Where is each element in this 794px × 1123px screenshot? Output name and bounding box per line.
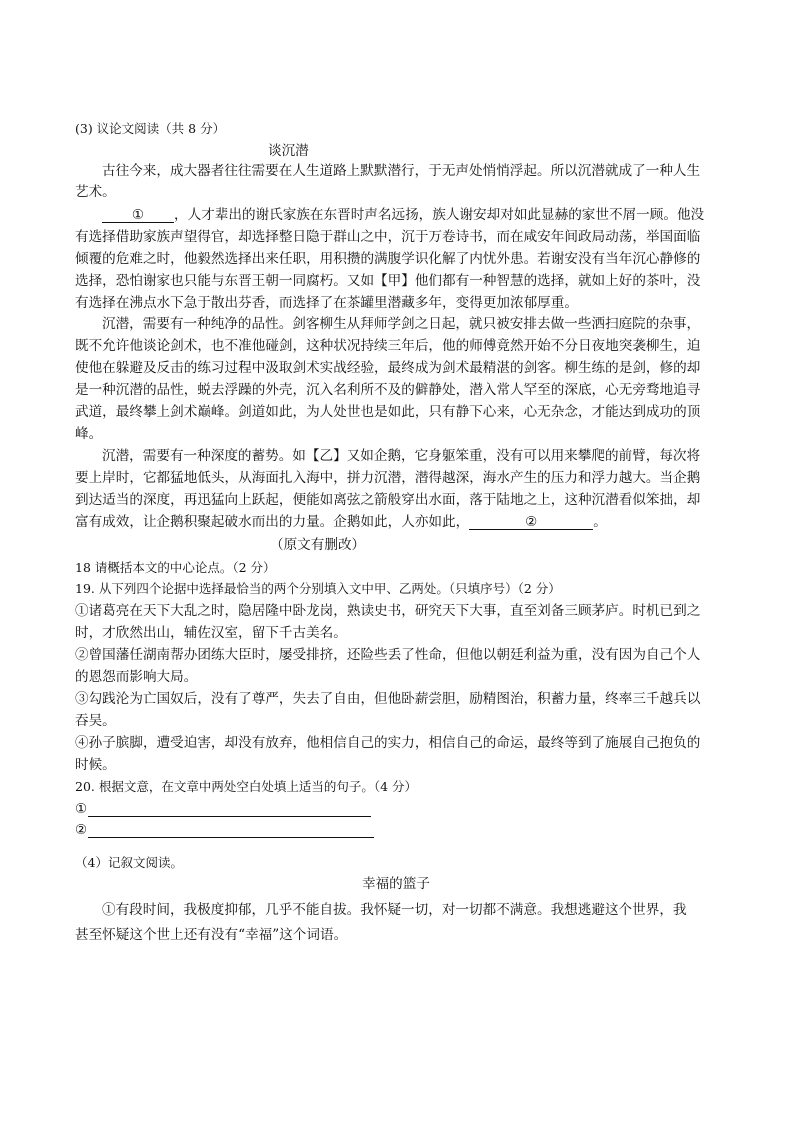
paragraph-1-line: 古往今来，成大器者往往需要在人生道路上默默潜行，于无声处悄悄浮起。所以沉潜就成了一种人生 (102, 163, 701, 179)
paragraph-4-line (75, 514, 607, 530)
option-2-line: ②曾国藩任湖南帮办团练大臣时，屡受排挤，还险些丢了性命，但他以朝廷利益为重，没有因为自己个人 (75, 647, 701, 663)
answer-marker-2: ② (75, 822, 88, 838)
question-18: 18 请概括本文的中心论点。（2 分） (75, 560, 276, 575)
option-3-line: ③勾践沦为亡国奴后，没有了尊严，失去了自由，但他卧薪尝胆，励精图治，积蓄力量，终率三千越兵以 (75, 691, 701, 707)
paragraph-3-line: 是一种沉潜的品性，蜕去浮躁的外壳，沉入名利所不及的僻静处，潜入常人罕至的深底，心无旁骛地追寻 (75, 382, 701, 398)
paragraph-4-line: 要上岸时，它都猛地低头，从海面扎入海中，拼力沉潜，潜得越深，海水产生的压力和浮力越大。当企鹅 (75, 470, 701, 486)
answer-line-2[interactable] (88, 837, 374, 838)
blank-1: ① (102, 208, 174, 223)
paragraph-2-line (102, 207, 704, 223)
paragraph-4-end: 。 (593, 514, 607, 530)
section3-title: 谈沉潜 (268, 143, 309, 159)
paragraph-3-line: 沉潜，需要有一种纯净的品性。剑客柳生从拜师学剑之日起，就只被安排去做一些洒扫庭院的杂事， (102, 316, 701, 332)
paragraph-2-line: 有选择借助家族声望得官，却选择整日隐于群山之中，沉于万卷诗书，而在咸安年间政局动荡，举国面临 (75, 229, 701, 245)
paragraph-3-line: 使他在躲避及反击的练习过程中汲取剑术实战经验，最终成为剑术最精湛的剑客。柳生练的是剑，修的却 (75, 360, 701, 376)
paragraph-2-text: ，人才辈出的谢氏家族在东晋时声名远扬，族人谢安却对如此显赫的家世不屑一顾。他没 (174, 207, 705, 223)
paragraph-2-line: 选择，恐怕谢家也只能与东晋王朝一同腐朽。又如【甲】他们都有一种智慧的选择，就如上好的茶叶，没 (75, 273, 701, 289)
section4-paragraph-line: 甚至怀疑这个世上还有没有“幸福”这个词语。 (75, 927, 348, 943)
option-4-line: 时候。 (75, 757, 116, 773)
source-note: （原文有删改） (270, 537, 366, 553)
question-19: 19. 从下列四个论据中选择最恰当的两个分别填入文中甲、乙两处。（只填序号）（2 分） (75, 581, 561, 596)
paragraph-3-line: 武道，最终攀上剑术巅峰。剑道如此，为人处世也是如此，只有静下心来，心无杂念，才能达到成功的顶 (75, 404, 701, 420)
paragraph-3-line: 既不允许他谈论剑术，也不准他碰剑，这种状况持续三年后，他的师傅竟然开始不分日夜地突袭柳生，迫 (75, 338, 701, 354)
blank-2: ② (469, 515, 593, 530)
paragraph-2-line: 有选择在沸点水下急于散出芬香，而选择了在茶罐里潜藏多年，变得更加浓郁厚重。 (75, 295, 578, 311)
paragraph-4-line: 到达适当的深度，再迅猛向上跃起，便能如离弦之箭般穿出水面，落于陆地之上，这种沉潜看似笨拙，却 (75, 492, 701, 508)
paragraph-1-line: 艺术。 (75, 184, 116, 200)
option-4-line: ④孙子膑脚，遭受迫害，却没有放弃，他相信自己的实力，相信自己的命运，最终等到了施展自己抱负的 (75, 735, 701, 751)
option-3-line: 吞吴。 (75, 713, 116, 729)
answer-marker-1: ① (75, 801, 88, 817)
section4-title: 幸福的篮子 (362, 876, 430, 892)
paragraph-3-line: 峰。 (75, 426, 103, 442)
section3-header: (3) 议论文阅读（共 8 分） (75, 121, 226, 136)
option-1-line: ①诸葛亮在天下大乱之时，隐居隆中卧龙岗，熟读史书，研究天下大事，直至刘备三顾茅庐。时机已到之 (75, 603, 701, 619)
paragraph-4-line: 沉潜，需要有一种深度的蓄势。如【乙】又如企鹅，它身躯笨重，没有可以用来攀爬的前臂，每次将 (102, 448, 701, 464)
option-2-line: 的恩怨而影响大局。 (75, 669, 198, 685)
paragraph-4-text: 富有成效，让企鹅积聚起破水而出的力量。企鹅如此，人亦如此， (75, 514, 470, 530)
question-20: 20. 根据文意，在文章中两处空白处填上适当的句子。（4 分） (75, 779, 418, 794)
section4-paragraph-line: ①有段时间，我极度抑郁，几乎不能自拔。我怀疑一切，对一切都不满意。我想逃避这个世界，我 (102, 902, 687, 918)
paragraph-2-line: 倾覆的危难之时，他毅然选择出来任职，用积攒的满腹学识化解了内忧外患。若谢安没有当年沉心静修的 (75, 251, 701, 267)
answer-line-1[interactable] (88, 816, 371, 817)
section4-header: （4）记叙文阅读。 (75, 855, 183, 870)
option-1-line: 时，才欣然出山，辅佐汉室，留下千古美名。 (75, 625, 347, 641)
